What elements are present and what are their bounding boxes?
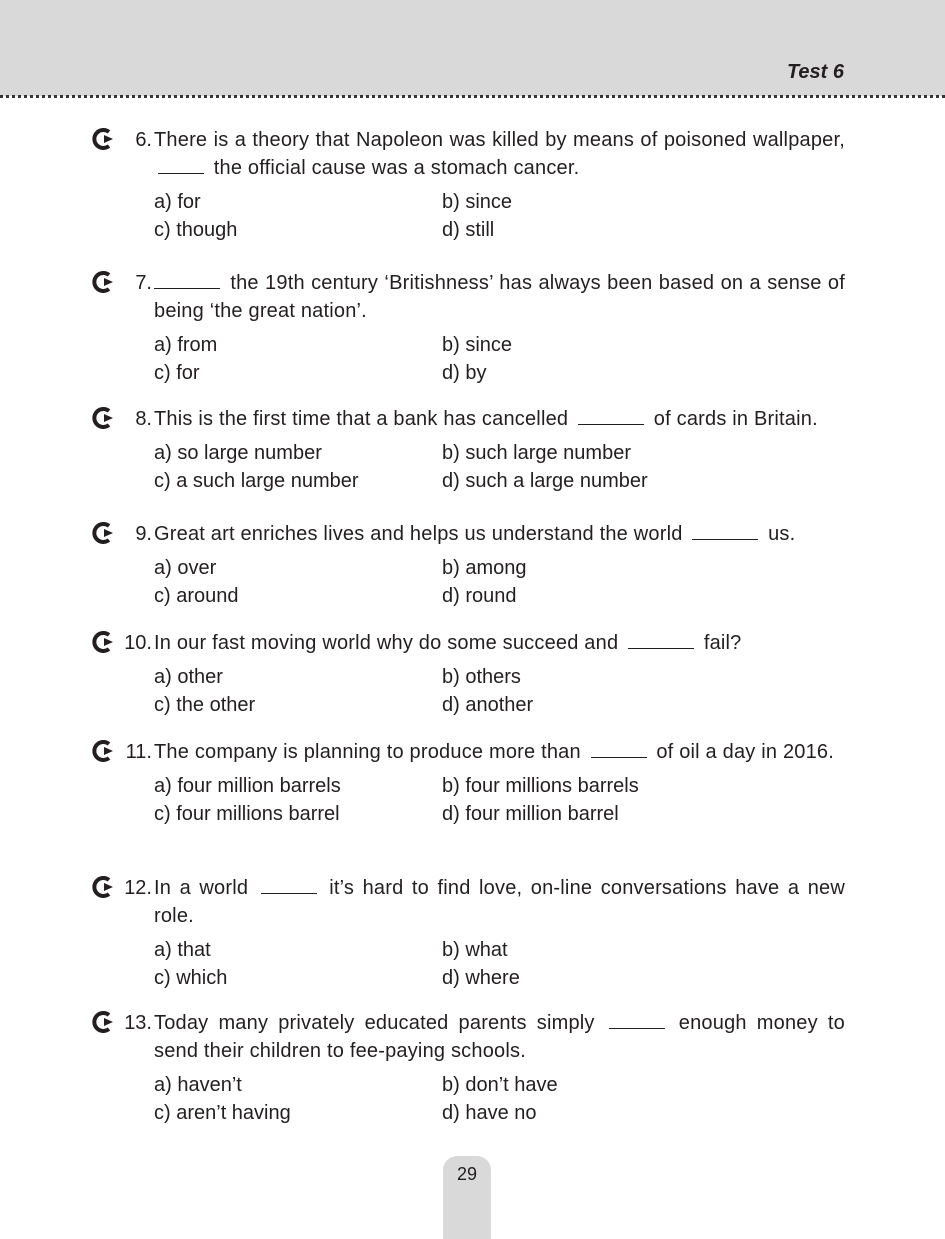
answer-blank [692,521,758,540]
option-c[interactable]: c) the other [154,694,256,716]
option-c[interactable]: c) which [154,967,228,989]
option-d[interactable]: d) round [442,585,517,607]
question-13 [90,1009,845,1127]
answer-blank [628,630,694,649]
option-b[interactable]: b) among [442,557,527,579]
question-text: the 19th century ‘Britishness’ has always been based on a sense of being ‘the great nation’. [154,272,845,322]
option-a[interactable]: a) that [154,939,211,961]
option-d[interactable]: d) where [442,967,520,989]
answer-blank [261,875,317,894]
option-a[interactable]: a) other [154,666,223,688]
question-6 [90,126,845,244]
option-b[interactable]: b) since [442,191,513,213]
question-number: 6. [135,129,152,151]
question-number: 13. [124,1012,152,1034]
question-number: 10. [124,632,152,654]
option-d[interactable]: d) such a large number [442,470,648,492]
option-d[interactable]: d) have no [442,1102,537,1124]
question-text: In a world it’s hard to find love, on-line conversations have a new role. [154,877,845,927]
answer-blank [591,739,647,758]
option-b[interactable]: b) such large number [442,442,631,464]
question-number: 9. [135,523,152,545]
question-number: 8. [135,408,152,430]
option-c[interactable]: c) though [154,219,238,241]
option-b[interactable]: b) four millions barrels [442,775,639,797]
option-a[interactable]: a) so large number [154,442,322,464]
options-grid [154,936,845,992]
question-12 [90,874,845,992]
option-b[interactable]: b) others [442,666,521,688]
question-text: Today many privately educated parents simply enough money to send their children to fee-paying schools. [154,1012,845,1062]
question-text: There is a theory that Napoleon was killed by means of poisoned wallpaper, the official cause was a stomach cancer. [154,129,845,179]
question-text: This is the first time that a bank has cancelled of cards in Britain. [154,408,818,430]
question-number: 7. [135,272,152,294]
question-8 [90,405,845,495]
page-number: 29 [456,1164,478,1184]
option-a[interactable]: a) over [154,557,217,579]
question-number: 12. [124,877,152,899]
options-grid [154,554,845,610]
options-grid [154,188,845,244]
options-grid [154,772,845,828]
option-d[interactable]: d) four million barrel [442,803,619,825]
option-b[interactable]: b) since [442,334,513,356]
option-c[interactable]: c) for [154,362,200,384]
option-b[interactable]: b) don’t have [442,1074,558,1096]
option-c[interactable]: c) around [154,585,239,607]
option-b[interactable]: b) what [442,939,508,961]
options-grid [154,439,845,495]
question-11 [90,738,845,828]
option-c[interactable]: c) four millions barrel [154,803,340,825]
question-text: The company is planning to produce more than of oil a day in 2016. [154,741,835,763]
options-grid [154,331,845,387]
option-a[interactable]: a) four million barrels [154,775,341,797]
question-9 [90,520,845,610]
options-grid [154,663,845,719]
option-d[interactable]: d) still [442,219,495,241]
answer-blank [154,270,220,289]
question-7 [90,269,845,387]
question-number: 11. [125,741,152,763]
option-a[interactable]: a) for [154,191,201,213]
question-text: In our fast moving world why do some succeed and fail? [154,632,742,654]
option-d[interactable]: d) another [442,694,534,716]
answer-blank [158,155,204,174]
option-a[interactable]: a) from [154,334,218,356]
option-c[interactable]: c) a such large number [154,470,359,492]
option-c[interactable]: c) aren’t having [154,1102,291,1124]
options-grid [154,1071,845,1127]
question-10 [90,629,845,719]
test-label: Test 6 [786,61,844,83]
option-a[interactable]: a) haven’t [154,1074,242,1096]
answer-blank [609,1010,665,1029]
answer-blank [578,406,644,425]
question-text: Great art enriches lives and helps us understand the world us. [154,523,796,545]
dotted-divider [0,95,945,98]
option-d[interactable]: d) by [442,362,487,384]
